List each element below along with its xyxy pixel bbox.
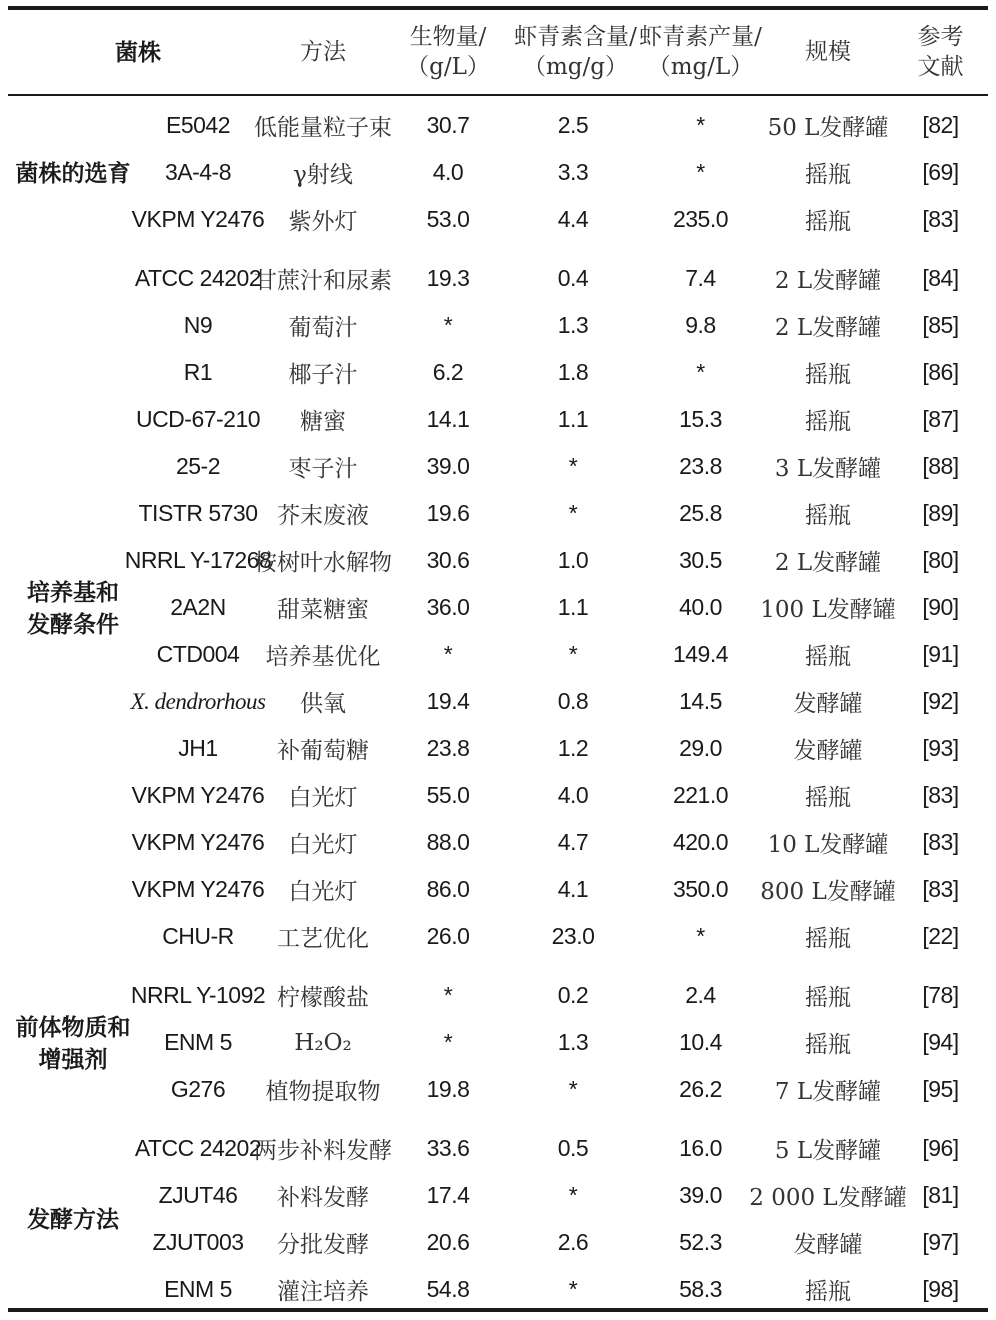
cell-biomass: *	[443, 1029, 453, 1055]
cell-content: 1.3	[557, 1029, 589, 1055]
cell-biomass: 53.0	[426, 206, 470, 232]
cell-strain: R1	[183, 359, 213, 385]
cell-method: H₂O₂	[294, 1029, 352, 1056]
cell-yield: 14.5	[679, 688, 722, 714]
cell-biomass: 54.8	[426, 1276, 470, 1302]
table-row	[8, 1172, 988, 1219]
cell-yield: 7.4	[685, 265, 716, 291]
cell-scale: 3 L发酵罐	[774, 456, 882, 482]
cell-content: *	[568, 641, 578, 667]
cell-strain: 25-2	[175, 453, 221, 479]
cell-method: 椰子汁	[288, 362, 358, 388]
table-row	[8, 1125, 988, 1172]
cell-ref: [78]	[922, 982, 959, 1008]
cell-yield: 25.8	[679, 500, 722, 526]
cell-strain: ATCC 24202	[134, 1135, 262, 1161]
cell-ref: [82]	[922, 112, 959, 138]
cell-method: 补葡萄糖	[277, 738, 369, 764]
cell-biomass: 26.0	[426, 923, 470, 949]
cell-content: 23.0	[551, 923, 595, 949]
cell-biomass: 19.6	[426, 500, 470, 526]
cell-ref: [87]	[922, 406, 959, 432]
cell-scale: 5 L发酵罐	[774, 1138, 882, 1164]
cell-scale: 摇瓶	[805, 785, 851, 811]
cell-scale: 摇瓶	[805, 1279, 851, 1305]
cell-strain: X. dendrorhous	[130, 688, 266, 714]
table-row	[8, 678, 988, 725]
cell-scale: 摇瓶	[805, 409, 851, 435]
cell-method: 枣子汁	[288, 456, 358, 482]
cell-content: 4.1	[557, 876, 589, 902]
cell-ref: [81]	[922, 1182, 959, 1208]
cell-strain: CTD004	[156, 641, 240, 667]
cell-yield: 26.2	[679, 1076, 722, 1102]
cell-yield: 235.0	[672, 206, 729, 232]
table-row	[8, 196, 988, 243]
cell-scale: 摇瓶	[805, 362, 851, 388]
cell-method: 甘蔗汁和尿素	[254, 268, 392, 294]
data-table	[8, 6, 988, 1314]
header-content: 虾青素含量/ （mg/g）	[514, 24, 637, 80]
cell-scale: 2 L发酵罐	[774, 268, 882, 294]
cell-method: 白光灯	[288, 785, 358, 811]
cell-scale: 50 L发酵罐	[767, 115, 889, 141]
table-row	[8, 972, 988, 1019]
cell-method: 桉树叶水解物	[254, 550, 392, 576]
cell-biomass: 19.8	[426, 1076, 470, 1102]
cell-ref: [83]	[922, 876, 959, 902]
cell-yield: 350.0	[672, 876, 729, 902]
cell-ref: [80]	[922, 547, 959, 573]
cell-scale: 摇瓶	[805, 1032, 851, 1058]
group-label: 菌株的选育	[15, 159, 131, 186]
header-strain: 菌株	[115, 39, 161, 65]
cell-ref: [97]	[922, 1229, 959, 1255]
cell-strain: ZJUT46	[158, 1182, 238, 1208]
cell-scale: 800 L发酵罐	[760, 879, 896, 905]
table-row	[8, 255, 988, 302]
cell-ref: [86]	[922, 359, 959, 385]
group-label: 培养基和 发酵条件	[27, 578, 119, 637]
table-row	[8, 1066, 988, 1113]
table-row	[8, 149, 988, 196]
table-row	[8, 302, 988, 349]
cell-method: 甜菜糖蜜	[277, 597, 369, 623]
cell-strain: VKPM Y2476	[131, 206, 265, 232]
cell-method: 培养基优化	[265, 644, 381, 670]
header-method: 方法	[300, 39, 346, 65]
cell-strain: VKPM Y2476	[131, 829, 265, 855]
cell-ref: [91]	[922, 641, 959, 667]
cell-biomass: *	[443, 982, 453, 1008]
cell-ref: [96]	[922, 1135, 959, 1161]
cell-yield: 420.0	[672, 829, 729, 855]
cell-strain: CHU-R	[162, 923, 234, 949]
table-header	[8, 10, 988, 94]
cell-ref: [89]	[922, 500, 959, 526]
cell-ref: [83]	[922, 782, 959, 808]
cell-method: 供氧	[300, 691, 346, 717]
table-row	[8, 631, 988, 678]
cell-strain: NRRL Y-1092	[130, 982, 266, 1008]
cell-method: 糖蜜	[300, 409, 346, 435]
header-ref: 参考 文献	[917, 24, 964, 80]
cell-scale: 10 L发酵罐	[767, 832, 889, 858]
cell-method: 补料发酵	[277, 1185, 369, 1211]
cell-yield: 52.3	[679, 1229, 722, 1255]
table-row	[8, 490, 988, 537]
cell-strain: 2A2N	[170, 594, 226, 620]
cell-biomass: 36.0	[426, 594, 470, 620]
group-label: 前体物质和 增强剂	[15, 1013, 131, 1072]
cell-content: 1.2	[557, 735, 589, 761]
cell-yield: 16.0	[679, 1135, 722, 1161]
cell-strain: NRRL Y-17268	[124, 547, 272, 573]
cell-yield: 29.0	[679, 735, 722, 761]
cell-method: 白光灯	[288, 879, 358, 905]
cell-scale: 发酵罐	[793, 691, 863, 717]
cell-content: 3.3	[557, 159, 589, 185]
cell-method: 灌注培养	[277, 1279, 369, 1305]
table-row	[8, 866, 988, 913]
cell-strain: TISTR 5730	[138, 500, 258, 526]
cell-content: 4.0	[557, 782, 589, 808]
table-row	[8, 772, 988, 819]
cell-strain: N9	[183, 312, 213, 338]
cell-yield: *	[696, 359, 705, 385]
group-label: 发酵方法	[27, 1206, 119, 1232]
cell-method: 分批发酵	[277, 1232, 369, 1258]
cell-ref: [95]	[922, 1076, 959, 1102]
cell-scale: 摇瓶	[805, 209, 851, 235]
cell-content: 0.8	[557, 688, 589, 714]
cell-biomass: 17.4	[426, 1182, 470, 1208]
cell-scale: 摇瓶	[805, 926, 851, 952]
cell-biomass: 88.0	[426, 829, 470, 855]
cell-method: 芥末废液	[277, 503, 369, 529]
table-row	[8, 1266, 988, 1313]
cell-biomass: *	[443, 641, 453, 667]
cell-content: 1.1	[557, 406, 589, 432]
cell-method: 植物提取物	[265, 1079, 381, 1105]
table-row	[8, 537, 988, 584]
cell-yield: 30.5	[679, 547, 722, 573]
cell-yield: *	[696, 112, 705, 138]
cell-scale: 摇瓶	[805, 503, 851, 529]
cell-yield: 149.4	[672, 641, 729, 667]
cell-scale: 2 L发酵罐	[774, 315, 882, 341]
cell-yield: 58.3	[679, 1276, 722, 1302]
cell-biomass: 6.2	[432, 359, 464, 385]
cell-biomass: 39.0	[426, 453, 470, 479]
cell-content: 1.1	[557, 594, 589, 620]
cell-content: *	[568, 1076, 578, 1102]
cell-yield: 221.0	[672, 782, 729, 808]
cell-scale: 摇瓶	[805, 644, 851, 670]
cell-content: 4.7	[557, 829, 589, 855]
cell-method: 紫外灯	[288, 209, 358, 235]
cell-method: γ射线	[293, 162, 353, 188]
cell-strain: G276	[170, 1076, 226, 1102]
cell-method: 工艺优化	[277, 926, 369, 952]
cell-ref: [93]	[922, 735, 959, 761]
cell-content: 4.4	[557, 206, 589, 232]
cell-biomass: *	[443, 312, 453, 338]
cell-biomass: 4.0	[432, 159, 464, 185]
table-row	[8, 1019, 988, 1066]
cell-content: 1.3	[557, 312, 589, 338]
table-header-rule	[8, 94, 988, 96]
cell-method: 白光灯	[288, 832, 358, 858]
cell-biomass: 86.0	[426, 876, 470, 902]
cell-biomass: 23.8	[426, 735, 470, 761]
cell-ref: [85]	[922, 312, 959, 338]
cell-content: 2.6	[557, 1229, 589, 1255]
cell-biomass: 19.3	[426, 265, 470, 291]
table-bottom-rule	[8, 1308, 988, 1312]
cell-content: 2.5	[557, 112, 589, 138]
cell-ref: [92]	[922, 688, 959, 714]
cell-content: *	[568, 1276, 578, 1302]
cell-ref: [90]	[922, 594, 959, 620]
cell-biomass: 33.6	[426, 1135, 470, 1161]
table-row	[8, 913, 988, 960]
cell-strain: JH1	[178, 735, 218, 761]
cell-strain: 3A-4-8	[164, 159, 232, 185]
cell-strain: E5042	[165, 112, 230, 138]
cell-yield: 2.4	[685, 982, 716, 1008]
cell-yield: 40.0	[679, 594, 722, 620]
header-scale: 规模	[805, 39, 851, 65]
cell-strain: UCD-67-210	[135, 406, 261, 432]
cell-ref: [69]	[922, 159, 959, 185]
cell-ref: [88]	[922, 453, 959, 479]
table-row	[8, 819, 988, 866]
cell-ref: [84]	[922, 265, 959, 291]
cell-method: 柠檬酸盐	[277, 985, 369, 1011]
table-row	[8, 102, 988, 149]
cell-biomass: 30.7	[426, 112, 470, 138]
cell-content: 0.4	[557, 265, 589, 291]
cell-content: 1.0	[557, 547, 589, 573]
cell-scale: 2 000 L发酵罐	[749, 1185, 907, 1211]
cell-scale: 发酵罐	[793, 1232, 863, 1258]
cell-ref: [83]	[922, 829, 959, 855]
cell-content: *	[568, 453, 578, 479]
header-yield: 虾青素产量/ （mg/L）	[639, 24, 762, 80]
header-biomass: 生物量/ （g/L）	[406, 24, 490, 80]
cell-biomass: 14.1	[426, 406, 470, 432]
cell-method: 葡萄汁	[288, 315, 358, 341]
cell-yield: 15.3	[679, 406, 722, 432]
cell-yield: 23.8	[679, 453, 722, 479]
cell-content: 1.8	[557, 359, 589, 385]
table-row	[8, 584, 988, 631]
cell-scale: 7 L发酵罐	[774, 1079, 882, 1105]
table-row	[8, 349, 988, 396]
cell-scale: 100 L发酵罐	[760, 597, 896, 623]
cell-scale: 摇瓶	[805, 985, 851, 1011]
cell-ref: [98]	[922, 1276, 959, 1302]
cell-scale: 发酵罐	[793, 738, 863, 764]
cell-strain: ZJUT003	[152, 1229, 244, 1255]
cell-biomass: 20.6	[426, 1229, 470, 1255]
cell-strain: VKPM Y2476	[131, 782, 265, 808]
cell-content: 0.5	[557, 1135, 589, 1161]
cell-strain: ENM 5	[164, 1276, 232, 1302]
cell-strain: VKPM Y2476	[131, 876, 265, 902]
table-row	[8, 725, 988, 772]
cell-content: *	[568, 500, 578, 526]
cell-yield: *	[696, 159, 705, 185]
cell-strain: ENM 5	[164, 1029, 232, 1055]
cell-biomass: 30.6	[426, 547, 470, 573]
table-row	[8, 1219, 988, 1266]
cell-ref: [22]	[922, 923, 959, 949]
cell-content: 0.2	[557, 982, 589, 1008]
table-row	[8, 396, 988, 443]
cell-biomass: 19.4	[426, 688, 470, 714]
cell-content: *	[568, 1182, 578, 1208]
cell-yield: 9.8	[685, 312, 716, 338]
cell-scale: 摇瓶	[805, 162, 851, 188]
cell-yield: 10.4	[679, 1029, 722, 1055]
cell-scale: 2 L发酵罐	[774, 550, 882, 576]
cell-yield: *	[696, 923, 705, 949]
cell-ref: [83]	[922, 206, 959, 232]
cell-method: 低能量粒子束	[254, 115, 392, 141]
cell-ref: [94]	[922, 1029, 959, 1055]
cell-yield: 39.0	[679, 1182, 722, 1208]
cell-strain: ATCC 24202	[134, 265, 262, 291]
cell-method: 两步补料发酵	[254, 1138, 392, 1164]
cell-biomass: 55.0	[426, 782, 470, 808]
table-row	[8, 443, 988, 490]
